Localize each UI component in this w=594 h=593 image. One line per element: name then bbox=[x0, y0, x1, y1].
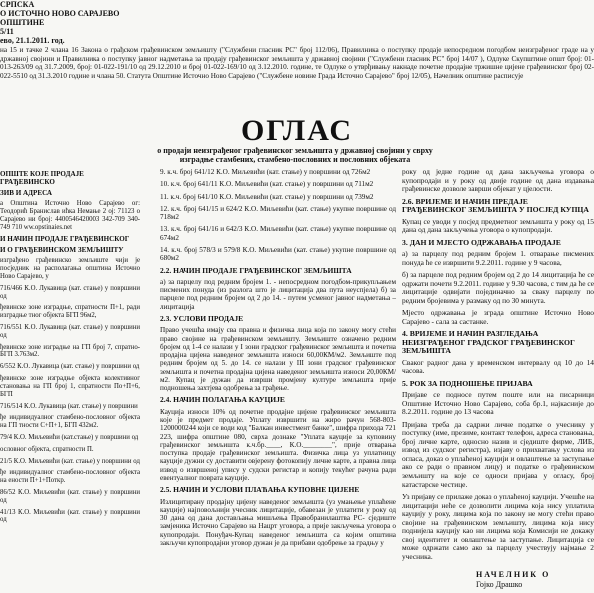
legal-basis-paragraph: на 15 и тачке 2 члана 16 Закона о грађском грађевинском земљишту ("Службени гласник РС" број 112/06), Правилника о поступку продаје непосредном погодбом неизграђеног граде на у државној својини и Правилника о поступку јавног надметања за продају грађевинског земљишта у државној својини ("Службени гласник РС" број 14/07 ), Одлуке Скупштине општ број: 01-013-263/09 од 31.7.2009, број: 01-022-191/10 од 29.12.2010 и број 01-022-169/10 од 3.12.2010. године, те Одлуке о утврђивању накнаде почетне продајне тржишне цијене грађевинског број 02-022-5510 од 31.3.2010 године и члана 50. Статута Општине Источно Ново Сарајево ("Службене новине Града Источно Сарајево" број 12/05), Начелник општине расписује bbox=[0, 46, 594, 80]
header-line: О ИСТОЧНО НОВО САРАЈЕВО bbox=[0, 9, 120, 18]
section-paragraph: а) за парцелу под редним бројем 1. - непосредном погодбом-прикупљањем писмених понуда (из разлога што је лицитација два пута неуспјела) б) за парцеле под редним бројем од 2 до 14. - путем усменог јавног надметања – лицитација bbox=[160, 277, 396, 311]
section-paragraph: 21/5 К.О. Миљевићи (кат. стање) у површини од bbox=[0, 457, 140, 465]
section-paragraph: изграђено грађевинско земљиште чији је посједник на располагања општина Источно Ново Сарајево, у bbox=[0, 257, 140, 280]
section-paragraph: ђе индивидуалног стамбено-пословног објекта на ГП тности С+П+1, БГП 432м2. bbox=[0, 414, 140, 430]
section-heading: 2.2. НАЧИН ПРОДАЈЕ ГРАЂЕВИНСКОГ ЗЕМЉИШТА bbox=[160, 265, 352, 275]
section-heading: ЗИВ И АДРЕСА bbox=[0, 188, 53, 197]
section-paragraph: 12. к.ч. број 641/15 и 624/2 К.О. Миљевићи (кат. стање) укупне површине од 718м2 bbox=[160, 204, 396, 222]
section-paragraph: б) за парцеле под редним бројем од 2 до 14 лицитација ће се одржати почети 9.2.2011. године у 9.30 часова, с тим да ће се лицитације одвијати појединачно за сваку парцелу по редним бројевима у размаку од по 30 минута. bbox=[402, 270, 594, 305]
section-heading: 2.4. НАЧИН ПОЛАГАЊА КАУЦИЈЕ bbox=[160, 395, 285, 405]
section-paragraph: 79/4 К.О. Миљевићи (кат.стање) у површини од bbox=[0, 433, 139, 441]
section-paragraph: ђевинске зоне изградње на ГП број 7, спратно- БГП 3.763м2. bbox=[0, 343, 140, 359]
section-paragraph: 716/551 К.О. Лукавица (кат. стање) у површини од bbox=[0, 324, 140, 339]
section-paragraph: Пријаве се подносе путем поште или на писарници Општине Источно Ново Сарајево, соба бр.1, најкасније до 8.2.2011. године до 13 часова bbox=[402, 390, 594, 417]
issuer-header bbox=[0, 0, 120, 45]
header-line: СРПСКА bbox=[0, 0, 35, 9]
section-paragraph: Купац се уводи у посјед предметног земљишта у року од 15 дана од дана закључења уговора о купопродаји. bbox=[402, 216, 594, 235]
section-paragraph: року од једне године од дана закључења уговора о купопродаји и у року од двије године од дана издавања грађевинске дозволе заврши објекат у цјелости. bbox=[402, 167, 594, 194]
signature-block bbox=[476, 570, 550, 590]
section-heading: И НАЧИН ПРОДАЈЕ ГРАЂЕВИНСКОГ bbox=[0, 234, 130, 243]
section-paragraph: ђевинске зоне изградње, спратности П+1, ради изградње тног објекта БГП 96м2, bbox=[0, 304, 140, 320]
section-heading: ОПШТЕ КОЈЕ ПРОДАЈЕ ГРАЂЕВИНСКО bbox=[0, 170, 84, 186]
section-paragraph: 14. к.ч. број 578/3 и 579/8 К.О. Миљевићи (кат. стање) укупне површине од 680м2 bbox=[160, 245, 396, 263]
section-paragraph: ђе индивидуалног стамбено-пословног објекта на ености П+1+Поткр. bbox=[0, 469, 140, 485]
section-heading: 2.5. НАЧИН И УСЛОВИ ПЛАЋАЊА КУПОВНЕ ЦИЈЕНЕ bbox=[160, 485, 360, 495]
section-paragraph: 6/552 К.О. Лукавица (кат. стање) у површини од bbox=[0, 363, 140, 371]
signature-name: Гојко Драшко bbox=[476, 580, 523, 589]
section-heading: 3. ДАН И МЈЕСТО ОДРЖАВАЊА ПРОДАЈЕ bbox=[402, 237, 561, 247]
section-heading: 4. ВРИЈЕМЕ И НАЧИН РАЗГЛЕДАЊА НЕИЗГРАЂЕНОГ ГРАДСКОГ ГРАЂЕВИНСКОГ ЗЕМЉИШТА bbox=[402, 329, 575, 356]
section-paragraph: Излицитирану продајну цијену наведеног земљишта (уз умањење уплаћене кауције) најповољнији учесник лицитације, обавезан је уплатити у року од 30 дана од дана достављања мишљења Правобранилаштва РС- сједиште замјеника Источно Сарајево на Нацрт уговора, а прије закључења уговора о купопродаји. Понуђач-Купац наведеног земљишта са којим општина закључи купопродајни уговор дужан је да прибави одобрење за градњу у bbox=[160, 497, 396, 547]
section-paragraph: 86/52 К.О. Миљевићи (кат. стање) у површини од bbox=[0, 489, 140, 504]
section-paragraph: а Општина Источно Ново Сарајево ог: Теодорић Бранислав ићка Немање 2 ој: 71123 о Сарајево ни број: 4400546420003 342-709 340-749 710 ww.opstinaies.net bbox=[0, 200, 140, 231]
section-paragraph: Уз пријаву се прилаже доказ о уплаћеној кауцији. Учешће на лицитацији неће се дозволити лицима која нису уплатила кауцију у року, лицима која по закону не могу стећи право својине на грађевинском земљишту, лицима која нису поднијела кауцију као ни лицима која Комисији не докажу свој идентитет и овлаштење за заступање. Лицитација се може одржати само ако за парцелу учествују најмање 2 учесника. bbox=[402, 492, 594, 561]
section-paragraph: 716/466 К.О. Лукавица (кат. стање) у површини од bbox=[0, 284, 140, 300]
section-paragraph: Мјесто одржавања је зграда општине Источно Ново Сарајево - сала за састанке. bbox=[402, 308, 594, 326]
section-paragraph: Право учешћа имају сва правна и физичка лица која по закону могу стећи право својине на грађевинском земљишту. Земљиште означено редним бројем од 1-4 се налази у I зони градског грађевинског земљишта и почетна продајна цијена наведеног земљишта износи 60,00КМ/м2. Земљиште под редним бројем од 5. до 14. се налази у III зони градског грађевинског земљишта и почетна продајна цијена наведеног земљишта износи 20,00КМ/м2. Купац је дужан да изврши промјену културе земљишта прије подношења захтјева одобрења за грађење. bbox=[160, 326, 396, 393]
section-paragraph: Кауција износи 10% од почетне продајне цијене грађевинског земљишта које је предмет продаје. Уплату извршити на жиро рачун 568-803-1200000244 који се води код "Балкан инвестмент банке", шифра прихода 721 223, шифра општине 080, сврха дознаке "Уплата кауције за куповину грађевинског земљишта к.ч.бр.____, К.О.________", прије отварања поступка продаје грађевинског земљишта. Физичка лица уз уплатницу кауције дужни су доставити овјерену фотокопију личне карте, а правна лица извод о извршеној упису у судски регистар и копију текућег рачуна ради евентуалног поврата кауције. bbox=[160, 407, 396, 482]
section-paragraph: 9. к.ч. број 641/12 К.О. Миљевићи (кат. стање) у површини од 726м2 bbox=[160, 168, 371, 176]
signature-role: НАЧЕЛНИК О bbox=[476, 570, 551, 579]
section-paragraph: 11. к.ч. број 641/10 К.О. Миљевићи (кат. стање) у површини од 739м2 bbox=[160, 192, 374, 201]
section-paragraph: 41/13 К.О. Миљевићи (кат. стање) у површини од bbox=[0, 508, 140, 524]
section-heading: 2.3. УСЛОВИ ПРОДАЈЕ bbox=[160, 313, 244, 323]
header-line: ОПШТИНЕ bbox=[0, 18, 45, 27]
section-heading: И О ГРАЂЕВИНСКОМ ЗЕМЉИШТУ bbox=[0, 245, 124, 254]
column-right bbox=[402, 168, 594, 565]
header-line: 5/11 bbox=[0, 27, 14, 36]
section-paragraph: а) за парцелу под редним бројем 1. отварање писмених понуда ће се извршити 9.2.2011. године у 9 часова, bbox=[402, 249, 594, 267]
section-paragraph: 716/514 К.О. Лукавица (кат. стање) у површини bbox=[0, 402, 138, 410]
section-heading: 2.6. ВРИЈЕМЕ И НАЧИН ПРЕДАЈЕ ГРАЂЕВИНСКОГ ЗЕМЉИШТА У ПОСЈЕД КУПЦА bbox=[402, 196, 589, 215]
column-middle bbox=[160, 168, 396, 551]
section-heading: 5. РОК ЗА ПОДНОШЕЊЕ ПРИЈАВА bbox=[402, 378, 533, 388]
notice-title: ОГЛАС bbox=[240, 114, 354, 147]
section-paragraph: ђевинске зоне изградње објекта колективног становања на ГП број 1, спратности По+П+6, БГП bbox=[0, 375, 140, 398]
section-paragraph: 13. к.ч. број 641/16 и 642/3 К.О. Миљевићи (кат. стање) укупне површине од 674м2 bbox=[160, 225, 396, 242]
section-paragraph: Пријава треба да садржи личне податке о учеснику у поступку (име, презиме, контакт телефон, адреса становања, број личне карте, односно назив и сједиште фирме, ЛИБ, извод из судског регистра), изјаву о прихватању услова из огласа, доказ о уплаћеној кауцији и овлаштење за заступање ако се ради о правном лицу) и податке о грађевинском земљишту на које се односи пријава у огласу, број катастарске честице. bbox=[402, 419, 594, 489]
column-left bbox=[0, 168, 140, 528]
section-paragraph: Сваког радног дана у временском интервалу од 10 до 14 часова. bbox=[402, 357, 594, 376]
section-paragraph: 10. к.ч. број 641/11 К.О. Миљевићи (кат. стање) у површини од 711м2 bbox=[160, 180, 374, 189]
header-line: ево, 21.1.2011. год. bbox=[0, 36, 65, 45]
notice-subtitle: о продаји неизграђеног грађевинског земљишта у државној својини у сврху изградње стамбених, стамбено-пословних и пословних објеката bbox=[157, 146, 433, 164]
section-paragraph: ословног објекта, спратности П. bbox=[0, 445, 94, 453]
